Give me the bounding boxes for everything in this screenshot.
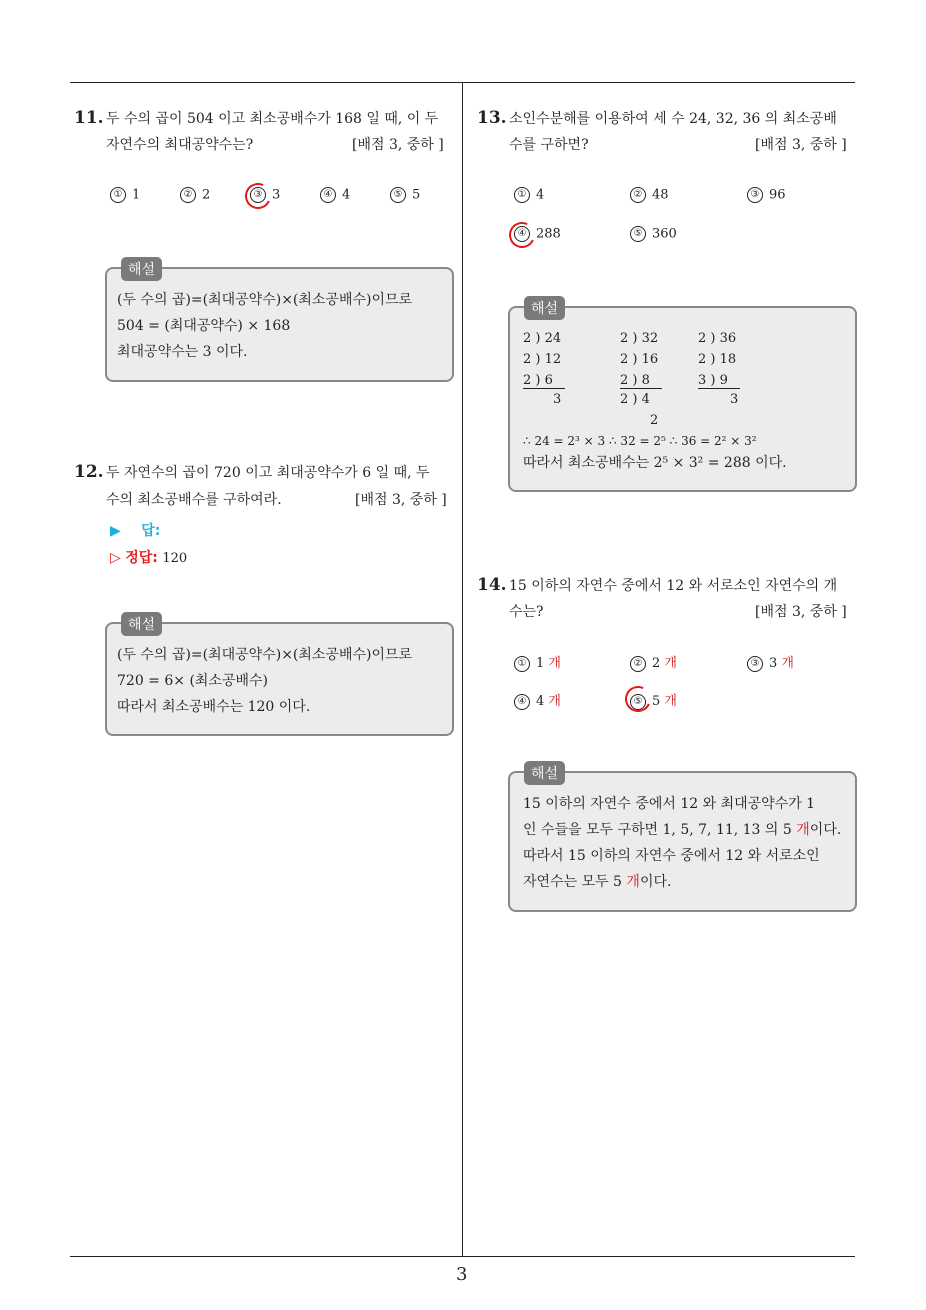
q11-answer-mark bbox=[241, 179, 274, 212]
q13-meta: [배점 3, 중하 ] bbox=[755, 137, 847, 153]
correct-arrow-icon: ▷ bbox=[110, 550, 121, 566]
q11-option-3[interactable]: ③ 3 bbox=[250, 187, 280, 203]
q12-answer-row[interactable] bbox=[110, 520, 160, 540]
q13-number: 13. bbox=[477, 108, 507, 128]
q11-solution-label: 해설 bbox=[121, 257, 162, 281]
q11-solution-box bbox=[105, 262, 454, 382]
div-24-row2: 2 ) 12 bbox=[523, 352, 562, 367]
q14-meta: [배점 3, 중하 ] bbox=[755, 604, 847, 620]
q13-option-5[interactable]: ⑤ 360 bbox=[630, 226, 677, 242]
q13-option-2[interactable]: ② 48 bbox=[630, 187, 669, 203]
correct-label: 정답: bbox=[125, 550, 158, 566]
q11-option-4[interactable]: ④ 4 bbox=[320, 187, 350, 203]
q12-text-line2: 수의 최소공배수를 구하여라. bbox=[106, 492, 282, 508]
div-24-row4: 3 bbox=[553, 392, 562, 407]
q12-sol-line2: 720 = 6× (최소공배수) bbox=[117, 673, 268, 689]
div-36-row1: 2 ) 36 bbox=[698, 331, 737, 346]
q11-sol-line1: (두 수의 곱)=(최대공약수)×(최소공배수)이므로 bbox=[117, 292, 413, 308]
q11-option-1[interactable]: ① 1 bbox=[110, 187, 140, 203]
div-36-row3: 3 ) 9 bbox=[698, 373, 740, 389]
q13-text-line2: 수를 구하면? bbox=[509, 137, 589, 153]
q13-option-4[interactable]: ④ 288 bbox=[514, 226, 561, 242]
q12-meta: [배점 3, 중하 ] bbox=[355, 492, 447, 508]
q14-solution-label: 해설 bbox=[524, 761, 565, 785]
q14-text-line2: 수는? bbox=[509, 604, 544, 620]
q14-text-line1: 15 이하의 자연수 중에서 12 와 서로소인 자연수의 개 bbox=[509, 578, 838, 594]
page-number: 3 bbox=[456, 1264, 468, 1285]
bottom-rule bbox=[70, 1256, 855, 1257]
q12-correct-row bbox=[110, 547, 187, 567]
q12-solution-box bbox=[105, 617, 454, 736]
q14-sol-line2: 인 수들을 모두 구하면 1, 5, 7, 11, 13 의 5 개이다. bbox=[523, 822, 842, 838]
correct-value: 120 bbox=[162, 551, 188, 566]
q13-therefore-line: ∴ 24 = 2³ × 3 ∴ 32 = 2⁵ ∴ 36 = 2² × 3² bbox=[523, 434, 757, 448]
answer-arrow-icon: ▶ bbox=[110, 523, 121, 539]
q14-sol-line3: 따라서 15 이하의 자연수 중에서 12 와 서로소인 bbox=[523, 848, 820, 864]
q11-sol-line2: 504 = (최대공약수) × 168 bbox=[117, 318, 291, 334]
div-32-row2: 2 ) 16 bbox=[620, 352, 659, 367]
q13-text-line1: 소인수분해를 이용하여 세 수 24, 32, 36 의 최소공배 bbox=[509, 111, 837, 127]
q14-solution-box bbox=[508, 766, 857, 912]
q14-option-2[interactable]: ② 2 개 bbox=[630, 652, 677, 672]
q14-option-3[interactable]: ③ 3 개 bbox=[747, 652, 794, 672]
q14-sol-line4: 자연수는 모두 5 개이다. bbox=[523, 874, 672, 890]
q11-text-line1: 두 수의 곱이 504 이고 최소공배수가 168 일 때, 이 두 bbox=[106, 111, 439, 127]
q12-sol-line3: 따라서 최소공배수는 120 이다. bbox=[117, 699, 311, 715]
q13-answer-mark bbox=[505, 218, 538, 251]
q14-number: 14. bbox=[477, 575, 507, 595]
q11-text-line2: 자연수의 최대공약수는? bbox=[106, 137, 254, 153]
q12-number: 12. bbox=[74, 462, 104, 482]
div-32-row1: 2 ) 32 bbox=[620, 331, 659, 346]
div-36-row2: 2 ) 18 bbox=[698, 352, 737, 367]
q13-final-line: 따라서 최소공배수는 2⁵ × 3² = 288 이다. bbox=[523, 455, 787, 471]
q13-option-1[interactable]: ① 4 bbox=[514, 187, 544, 203]
answer-label: 답: bbox=[141, 523, 161, 539]
q14-option-4[interactable]: ④ 4 개 bbox=[514, 690, 561, 710]
q11-meta: [배점 3, 중하 ] bbox=[352, 137, 444, 153]
q13-solution-label: 해설 bbox=[524, 296, 565, 320]
q11-option-5[interactable]: ⑤ 5 bbox=[390, 187, 420, 203]
q14-sol-line1: 15 이하의 자연수 중에서 12 와 최대공약수가 1 bbox=[523, 796, 816, 812]
q13-option-3[interactable]: ③ 96 bbox=[747, 187, 786, 203]
q14-option-5[interactable]: ⑤ 5 개 bbox=[630, 690, 677, 710]
q14-option-1[interactable]: ① 1 개 bbox=[514, 652, 561, 672]
div-24-row1: 2 ) 24 bbox=[523, 331, 562, 346]
q11-number: 11. bbox=[74, 108, 104, 128]
q13-solution-box bbox=[508, 301, 857, 492]
q12-sol-line1: (두 수의 곱)=(최대공약수)×(최소공배수)이므로 bbox=[117, 647, 413, 663]
div-32-row4: 2 ) 4 bbox=[620, 392, 650, 407]
q11-option-2[interactable]: ② 2 bbox=[180, 187, 210, 203]
q12-text-line1: 두 자연수의 곱이 720 이고 최대공약수가 6 일 때, 두 bbox=[106, 465, 430, 481]
div-36-row4: 3 bbox=[730, 392, 739, 407]
div-32-row3: 2 ) 8 bbox=[620, 373, 662, 389]
column-divider bbox=[462, 82, 463, 1257]
q12-solution-label: 해설 bbox=[121, 612, 162, 636]
div-32-row5: 2 bbox=[650, 413, 659, 428]
div-24-row3: 2 ) 6 bbox=[523, 373, 565, 389]
q11-sol-line3: 최대공약수는 3 이다. bbox=[117, 344, 248, 360]
q14-answer-mark bbox=[621, 682, 654, 715]
